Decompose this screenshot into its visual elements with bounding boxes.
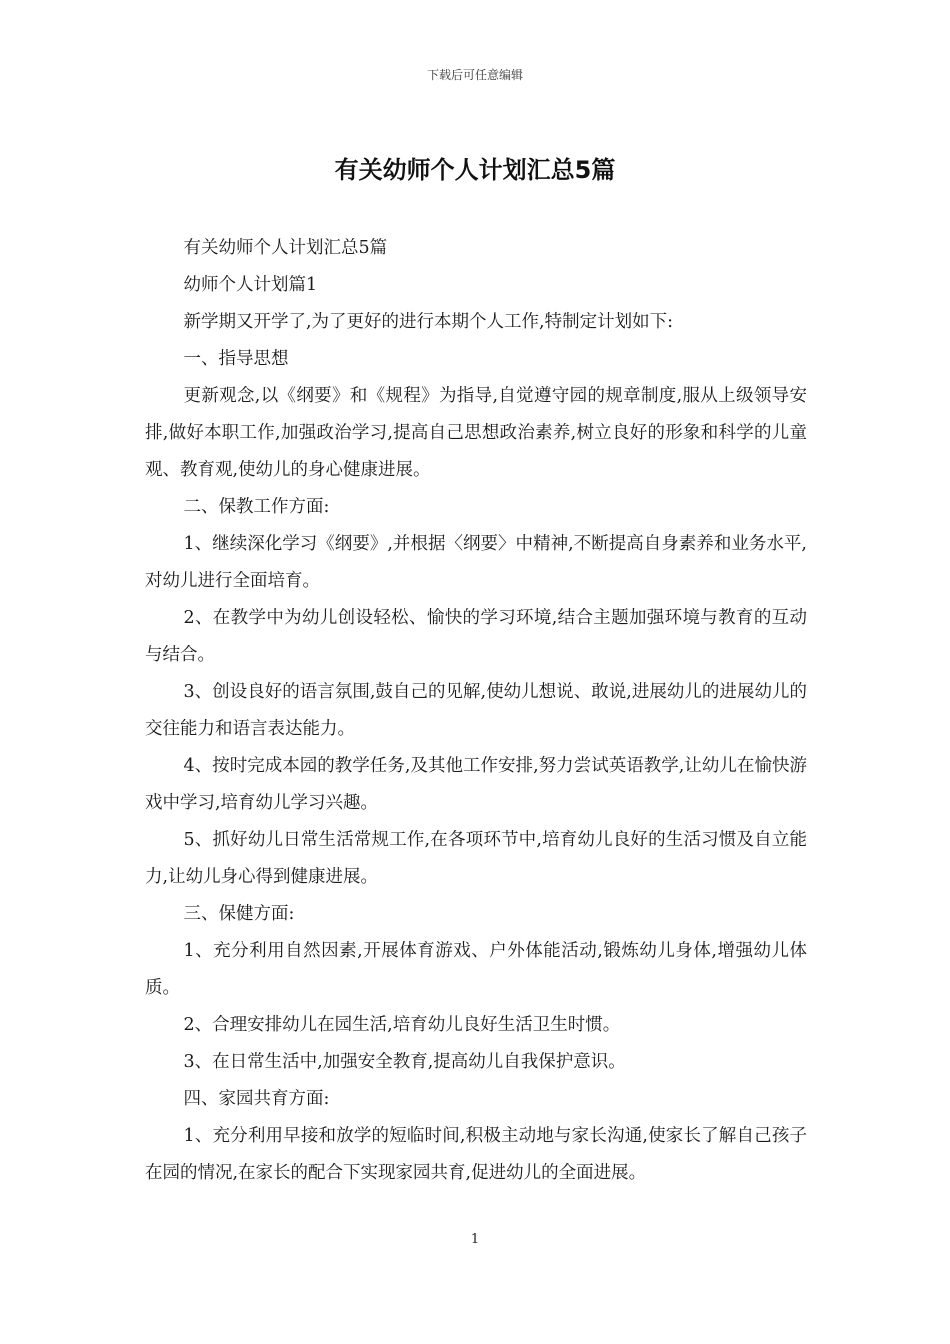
list-item: 3、创设良好的语言氛围,鼓自己的见解,使幼儿想说、敢说,进展幼儿的进展幼儿的交往能力和语言表达能力。 — [145, 682, 807, 739]
page-number: 1 — [470, 1232, 480, 1247]
header-note: 下载后可任意编辑 — [426, 68, 523, 82]
section-heading: 二、保教工作方面: — [183, 497, 330, 517]
paragraph: 幼师个人计划篇1 — [183, 275, 318, 295]
document-title: 有关幼师个人计划汇总5篇 — [334, 156, 616, 184]
list-item: 1、继续深化学习《纲要》,并根据〈纲要〉中精神,不断提高自身素养和业务水平,对幼儿进行全面培育。 — [145, 534, 807, 591]
list-item: 5、抓好幼儿日常生活常规工作,在各项环节中,培育幼儿良好的生活习惯及自立能力,让幼儿身心得到健康进展。 — [145, 830, 807, 887]
paragraph: 更新观念,以《纲要》和《规程》为指导,自觉遵守园的规章制度,服从上级领导安排,做好本职工作,加强政治学习,提高自己思想政治素养,树立良好的形象和科学的儿童观、教育观,使幼儿的身心健康进展。 — [145, 386, 807, 480]
section-heading: 四、家园共育方面: — [183, 1089, 330, 1109]
paragraph: 有关幼师个人计划汇总5篇 — [183, 238, 388, 258]
paragraph: 新学期又开学了,为了更好的进行本期个人工作,特制定计划如下: — [183, 312, 674, 332]
document-body — [145, 230, 807, 1192]
list-item: 2、合理安排幼儿在园生活,培育幼儿良好生活卫生时惯。 — [183, 1015, 621, 1035]
list-item: 1、充分利用早接和放学的短临时间,积极主动地与家长沟通,使家长了解自己孩子在园的情况,在家长的配合下实现家园共育,促进幼儿的全面进展。 — [145, 1126, 807, 1183]
list-item: 1、充分利用自然因素,开展体育游戏、户外体能活动,锻炼幼儿身体,增强幼儿体质。 — [145, 941, 807, 998]
section-heading: 三、保健方面: — [183, 904, 295, 924]
section-heading: 一、指导思想 — [183, 349, 289, 369]
list-item: 2、在教学中为幼儿创设轻松、愉快的学习环境,结合主题加强环境与教育的互动与结合。 — [145, 608, 807, 665]
list-item: 4、按时完成本园的教学任务,及其他工作安排,努力尝试英语教学,让幼儿在愉快游戏中学习,培育幼儿学习兴趣。 — [145, 756, 807, 813]
list-item: 3、在日常生活中,加强安全教育,提高幼儿自我保护意识。 — [183, 1052, 626, 1072]
